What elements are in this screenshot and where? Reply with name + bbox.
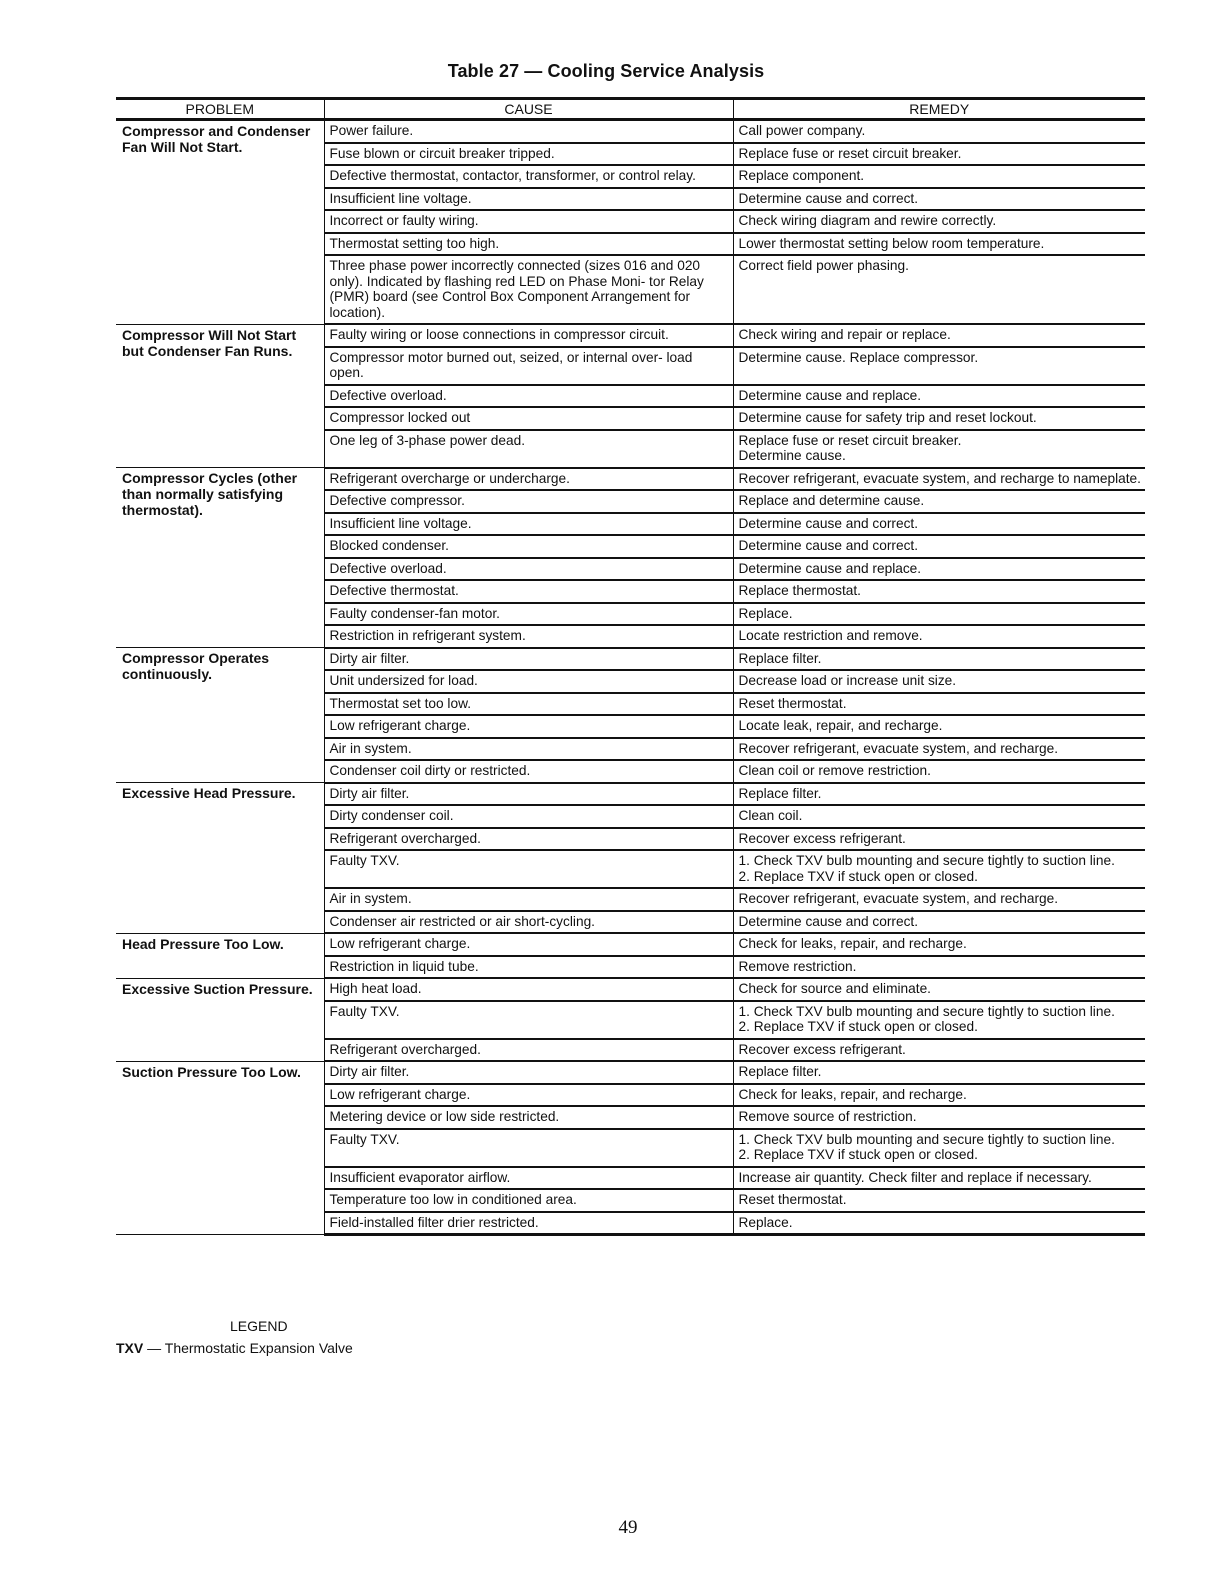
remedy-line: Recover excess refrigerant. [738,830,906,846]
cause-cell: Thermostat set too low. [324,693,733,716]
table-row [116,978,1145,1001]
remedy-line: Determine cause and correct. [738,913,919,929]
remedy-cell [733,805,1145,828]
page-number: 49 [618,1517,638,1538]
remedy-line: Remove restriction. [738,958,857,974]
remedy-line: Replace filter. [738,1064,822,1079]
cause-cell: Field-installed filter drier restricted. [324,1212,733,1235]
cause-cell: Unit undersized for load. [324,670,733,693]
cause-cell: Refrigerant overcharged. [324,1039,733,1062]
cause-cell: Insufficient evaporator airflow. [324,1167,733,1190]
remedy-cell [733,188,1145,211]
cause-cell: Air in system. [324,888,733,911]
remedy-cell [733,978,1145,1001]
remedy-cell [733,1039,1145,1062]
remedy-cell [733,603,1145,626]
remedy-line: 2. Replace TXV if stuck open or closed. [738,1019,978,1034]
remedy-cell [733,143,1145,166]
remedy-line: Replace. [738,1214,793,1230]
remedy-line: Determine cause and correct. [738,515,919,531]
legend-definition: Thermostatic Expansion Valve [164,1340,353,1356]
remedy-cell [733,165,1145,188]
remedy-cell [733,580,1145,603]
cause-cell: Dirty air filter. [324,648,733,671]
cause-cell: Insufficient line voltage. [324,513,733,536]
table-row [116,933,1145,956]
cause-cell: Compressor motor burned out, seized, or internal over- load open. [324,347,733,385]
table-row [116,324,1145,347]
cause-cell: Low refrigerant charge. [324,715,733,738]
remedy-cell [733,324,1145,347]
cause-cell: Blocked condenser. [324,535,733,558]
cause-cell: Air in system. [324,738,733,761]
remedy-line: Replace component. [738,168,865,183]
remedy-cell [733,468,1145,491]
problem-cell: Suction Pressure Too Low. [116,1061,324,1235]
cause-cell: Incorrect or faulty wiring. [324,210,733,233]
cause-cell: Compressor locked out [324,407,733,430]
cause-cell: Restriction in liquid tube. [324,956,733,979]
remedy-line: 2. Replace TXV if stuck open or closed. [738,868,978,884]
remedy-cell [733,648,1145,671]
remedy-cell [733,233,1145,256]
cause-cell: Faulty TXV. [324,1001,733,1039]
remedy-line: Replace. [738,605,793,621]
remedy-line: Recover refrigerant, evacuate system, and recharge. [738,740,1059,756]
remedy-line: Recover refrigerant, evacuate system, and recharge to nameplate. [738,470,1141,486]
remedy-cell [733,1212,1145,1235]
remedy-line: Lower thermostat setting below room temperature. [738,235,1045,251]
cooling-service-table [116,97,1145,1236]
remedy-cell [733,558,1145,581]
remedy-cell [733,670,1145,693]
cause-cell: Faulty TXV. [324,850,733,888]
cause-cell: Temperature too low in conditioned area. [324,1189,733,1212]
remedy-line: Replace fuse or reset circuit breaker. [738,432,962,448]
problem-cell: Excessive Suction Pressure. [116,978,324,1061]
cause-cell: Dirty air filter. [324,1061,733,1084]
remedy-line: Check for leaks, repair, and recharge. [738,936,967,951]
legend-dash: — [143,1340,165,1356]
table-row [116,468,1145,491]
table-header-row [116,99,1145,120]
cause-cell: Refrigerant overcharged. [324,828,733,851]
cause-cell: Defective thermostat. [324,580,733,603]
remedy-cell [733,1084,1145,1107]
remedy-cell [733,828,1145,851]
legend-abbr: TXV [116,1340,144,1356]
remedy-cell [733,255,1145,324]
table-row [116,648,1145,671]
cause-cell: Faulty condenser-fan motor. [324,603,733,626]
header-problem: PROBLEM [116,99,324,120]
cause-cell: Defective thermostat, contactor, transformer, or control relay. [324,165,733,188]
remedy-cell [733,1001,1145,1039]
problem-cell: Head Pressure Too Low. [116,933,324,978]
remedy-cell [733,385,1145,408]
remedy-line: Replace fuse or reset circuit breaker. [738,145,962,161]
remedy-cell [733,347,1145,385]
remedy-line: Check wiring diagram and rewire correctly. [738,213,997,228]
cause-cell: Defective compressor. [324,490,733,513]
remedy-cell [733,407,1145,430]
problem-cell: Compressor Will Not Start but Condenser Fan Runs. [116,324,324,468]
cause-cell: Low refrigerant charge. [324,933,733,956]
problem-cell: Compressor and Condenser Fan Will Not Start. [116,120,324,325]
remedy-line: 2. Replace TXV if stuck open or closed. [738,1147,978,1162]
remedy-cell [733,1167,1145,1190]
remedy-cell [733,760,1145,783]
remedy-cell [733,715,1145,738]
remedy-cell [733,513,1145,536]
remedy-line: 1. Check TXV bulb mounting and secure tightly to suction line. [738,1131,1115,1147]
remedy-line: Increase air quantity. Check filter and replace if necessary. [738,1169,1092,1185]
header-cause: CAUSE [324,99,733,120]
remedy-line: Determine cause and correct. [738,190,919,206]
remedy-cell [733,625,1145,648]
cause-cell: Condenser coil dirty or restricted. [324,760,733,783]
remedy-cell [733,490,1145,513]
remedy-line: Determine cause and correct. [738,538,919,553]
remedy-line: Determine cause. Replace compressor. [738,349,979,365]
remedy-cell [733,693,1145,716]
remedy-line: Replace thermostat. [738,583,861,598]
remedy-cell [733,738,1145,761]
table-body [116,120,1145,1235]
remedy-cell [733,1061,1145,1084]
cause-cell: One leg of 3-phase power dead. [324,430,733,468]
remedy-line: Remove source of restriction. [738,1109,917,1124]
legend-entry [116,1340,353,1356]
remedy-cell [733,1189,1145,1212]
table-row [116,1061,1145,1084]
cause-cell: Low refrigerant charge. [324,1084,733,1107]
remedy-cell [733,120,1145,143]
remedy-line: Recover excess refrigerant. [738,1041,906,1057]
remedy-line: Decrease load or increase unit size. [738,673,957,688]
cause-cell: Fuse blown or circuit breaker tripped. [324,143,733,166]
cause-cell: Defective overload. [324,558,733,581]
header-remedy: REMEDY [733,99,1145,120]
remedy-line: Check wiring and repair or replace. [738,327,951,342]
problem-cell: Compressor Operates continuously. [116,648,324,783]
cause-cell: Refrigerant overcharge or undercharge. [324,468,733,491]
remedy-line: Determine cause. [738,448,846,463]
remedy-cell [733,783,1145,806]
cause-cell: Insufficient line voltage. [324,188,733,211]
cause-cell: Defective overload. [324,385,733,408]
cause-cell: Metering device or low side restricted. [324,1106,733,1129]
remedy-line: Clean coil or remove restriction. [738,763,931,778]
remedy-line: Reset thermostat. [738,695,847,711]
cause-cell: Thermostat setting too high. [324,233,733,256]
remedy-line: Check for leaks, repair, and recharge. [738,1086,967,1102]
legend-heading: LEGEND [230,1318,288,1334]
table-row [116,120,1145,143]
cause-cell: Condenser air restricted or air short-cycling. [324,911,733,934]
remedy-line: Clean coil. [738,808,803,823]
remedy-cell [733,1106,1145,1129]
remedy-line: Locate restriction and remove. [738,628,923,643]
remedy-line: 1. Check TXV bulb mounting and secure tightly to suction line. [738,1003,1115,1019]
remedy-cell [733,850,1145,888]
remedy-line: Check for source and eliminate. [738,981,931,996]
remedy-line: Replace filter. [738,785,822,801]
table-title: Table 27 — Cooling Service Analysis [447,61,765,81]
remedy-cell [733,210,1145,233]
remedy-line: Determine cause and replace. [738,560,922,576]
remedy-line: Replace and determine cause. [738,493,925,508]
remedy-line: Reset thermostat. [738,1192,847,1207]
cause-cell: Dirty condenser coil. [324,805,733,828]
problem-cell: Compressor Cycles (other than normally satisfying thermostat). [116,468,324,648]
remedy-cell [733,888,1145,911]
cause-cell: Faulty wiring or loose connections in compressor circuit. [324,324,733,347]
remedy-line: Replace filter. [738,650,822,666]
remedy-cell [733,933,1145,956]
cause-cell: Three phase power incorrectly connected (sizes 016 and 020 only). Indicated by flashing red LED on Phase Moni- tor Relay (PMR) board (see Control Box Component Arrangement for location). [324,255,733,324]
remedy-line: Recover refrigerant, evacuate system, and recharge. [738,891,1059,906]
remedy-line: Locate leak, repair, and recharge. [738,718,943,733]
remedy-line: Determine cause and replace. [738,387,922,403]
remedy-line: 1. Check TXV bulb mounting and secure tightly to suction line. [738,853,1115,868]
remedy-cell [733,956,1145,979]
remedy-cell [733,535,1145,558]
cause-cell: Faulty TXV. [324,1129,733,1167]
remedy-cell [733,911,1145,934]
table-row [116,783,1145,806]
cause-cell: Restriction in refrigerant system. [324,625,733,648]
remedy-line: Correct field power phasing. [738,258,909,273]
cause-cell: High heat load. [324,978,733,1001]
remedy-cell [733,430,1145,468]
problem-cell: Excessive Head Pressure. [116,783,324,934]
cause-cell: Dirty air filter. [324,783,733,806]
remedy-cell [733,1129,1145,1167]
remedy-line: Call power company. [738,123,866,138]
cause-cell: Power failure. [324,120,733,143]
remedy-line: Determine cause for safety trip and reset lockout. [738,410,1037,425]
